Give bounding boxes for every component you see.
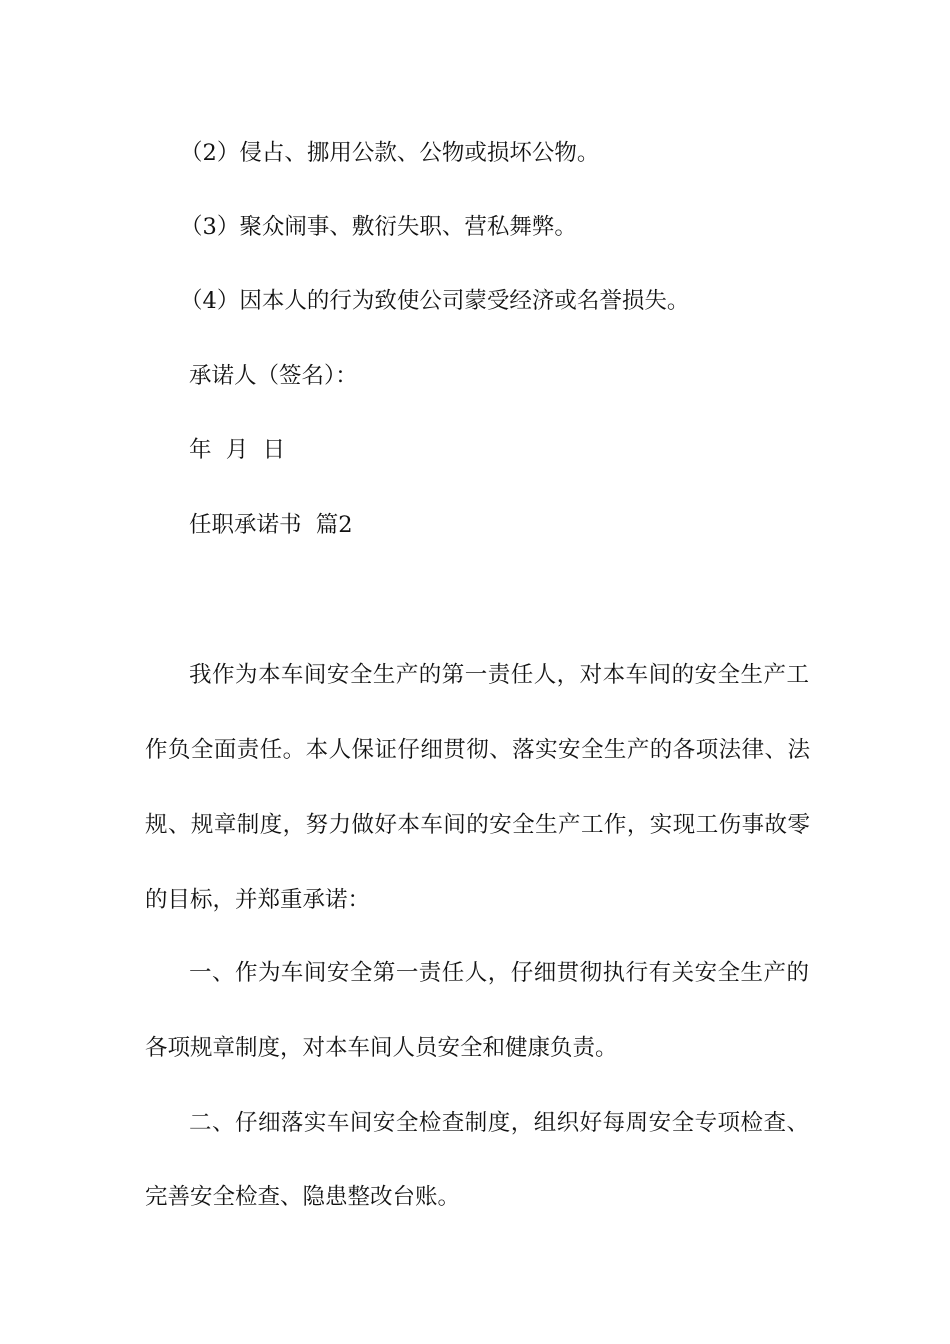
paragraph-1-line-4: 的目标，并郑重承诺：	[145, 887, 371, 913]
paragraph-2-line-1: 一、作为车间安全第一责任人，仔细贯彻执行有关安全生产的	[189, 960, 809, 986]
paragraph-3-line-2: 完善安全检查、隐患整改台账。	[145, 1184, 461, 1210]
date-line: 年 月 日	[189, 437, 286, 463]
list-item-2: （2）侵占、挪用公款、公物或损坏公物。	[180, 140, 600, 166]
paragraph-3-line-1: 二、仔细落实车间安全检查制度，组织好每周安全专项检查、	[189, 1110, 809, 1136]
paragraph-2-line-2: 各项规章制度，对本车间人员安全和健康负责。	[145, 1035, 618, 1061]
list-item-4: （4）因本人的行为致使公司蒙受经济或名誉损失。	[180, 288, 690, 314]
paragraph-1-line-3: 规、规章制度，努力做好本车间的安全生产工作，实现工伤事故零	[145, 812, 810, 838]
paragraph-1-line-1: 我作为本车间安全生产的第一责任人，对本车间的安全生产工	[189, 662, 809, 688]
signature-label: 承诺人（签名）：	[189, 363, 358, 389]
paragraph-1-line-2: 作负全面责任。本人保证仔细贯彻、落实安全生产的各项法律、法	[145, 737, 810, 763]
list-item-3: （3）聚众闹事、敷衍失职、营私舞弊。	[180, 214, 577, 240]
section-title: 任职承诺书 篇2	[189, 512, 353, 538]
